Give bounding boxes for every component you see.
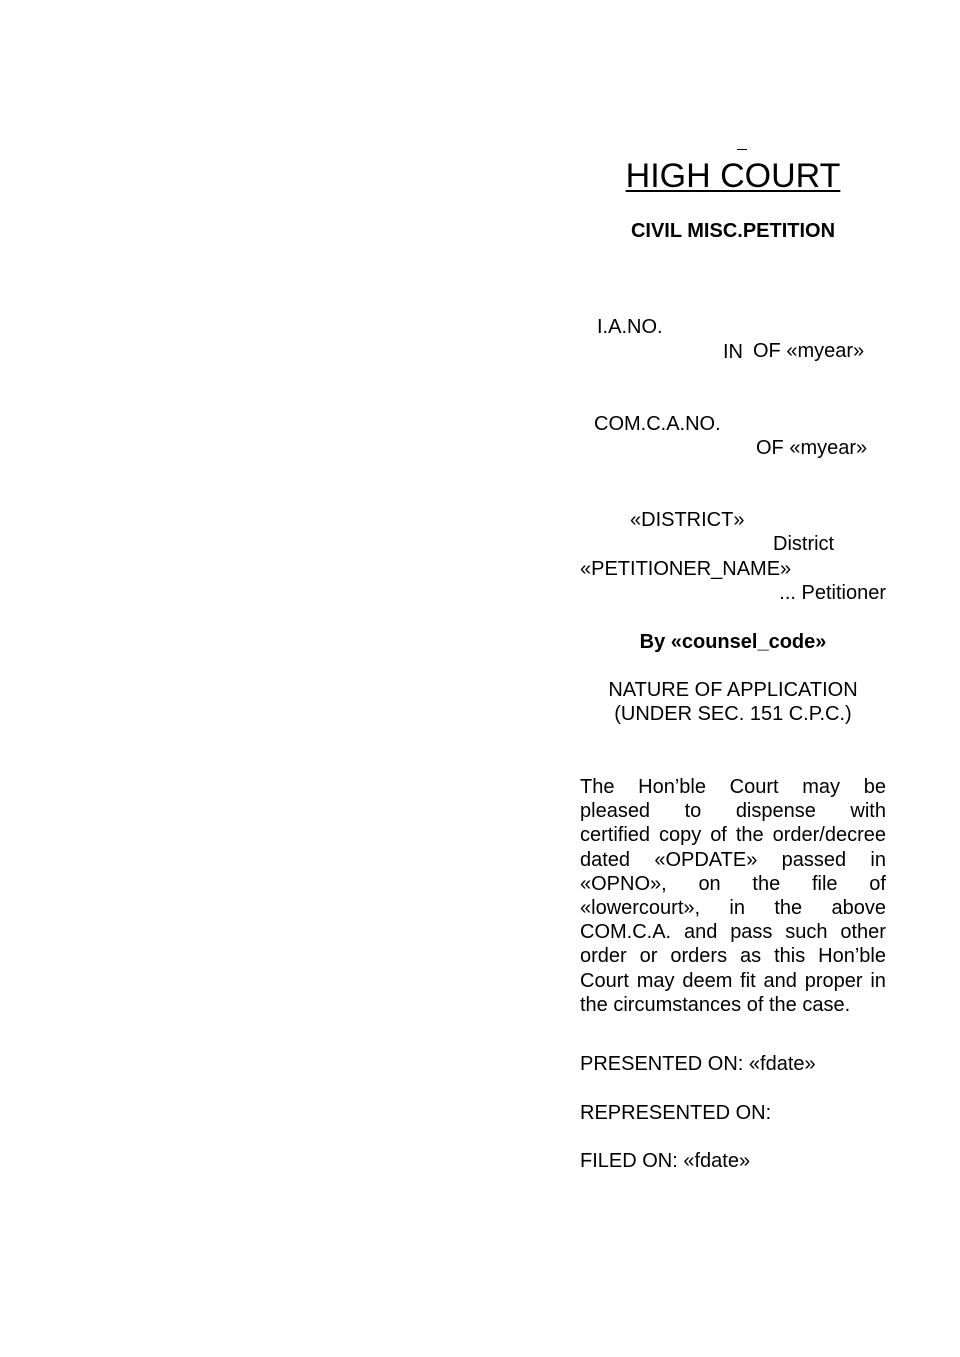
prayer-word: orders	[670, 945, 728, 968]
filed-on: FILED ON: «fdate»	[580, 1150, 751, 1172]
prayer-line	[580, 872, 886, 896]
prayer-word: order/decree	[772, 824, 886, 847]
prayer-word: Court	[729, 776, 779, 798]
prayer-line	[580, 799, 886, 823]
prayer-word: Court	[580, 969, 629, 992]
prayer-word: pass	[730, 921, 773, 944]
prayer-word: «OPDATE»	[654, 848, 758, 871]
prayer-word: passed	[781, 848, 847, 871]
prayer-word: file	[811, 872, 838, 895]
prayer-word: such	[785, 921, 828, 944]
document-column	[580, 0, 886, 1357]
prayer-line	[580, 944, 886, 968]
ia-year-field: OF «myear»	[753, 340, 865, 362]
prayer-word: and	[683, 921, 718, 944]
prayer-word: copy	[658, 824, 702, 847]
prayer-line	[580, 969, 886, 993]
prayer-line	[580, 993, 886, 1017]
petitioner-role: ... Petitioner	[779, 582, 886, 604]
prayer-line	[580, 848, 886, 872]
nature-heading: NATURE OF APPLICATION	[608, 679, 858, 701]
prayer-word: or	[639, 945, 658, 968]
district-field: «DISTRICT»	[630, 509, 745, 531]
presented-on: PRESENTED ON: «fdate»	[580, 1053, 816, 1075]
com-ca-number-label: COM.C.A.NO.	[594, 413, 721, 435]
decorative-tick-mark	[737, 149, 747, 150]
prayer-word: the	[752, 872, 781, 895]
prayer-word: above	[831, 897, 886, 920]
prayer-word: with	[850, 800, 886, 823]
prayer-word: certified	[580, 824, 651, 847]
prayer-line	[580, 823, 886, 847]
represented-on: REPRESENTED ON:	[580, 1102, 772, 1124]
prayer-word: in	[870, 969, 886, 992]
petitioner-name: «PETITIONER_NAME»	[580, 558, 792, 580]
prayer-word: of	[869, 872, 886, 895]
prayer-word: «OPNO»,	[580, 872, 667, 895]
prayer-word: the	[735, 824, 764, 847]
prayer-word: Hon’ble	[638, 776, 706, 798]
prayer-word: deem	[682, 969, 733, 992]
prayer-word: other	[840, 921, 886, 944]
prayer-word: may	[636, 969, 675, 992]
prayer-word: The	[580, 776, 615, 798]
prayer-line	[580, 920, 886, 944]
prayer-word: as	[740, 945, 762, 968]
prayer-word: and	[763, 969, 797, 992]
ia-number-row	[580, 291, 886, 387]
prayer-word: dated	[580, 848, 631, 871]
com-ca-number-row	[580, 388, 886, 484]
prayer-word: of	[710, 824, 727, 847]
prayer-line	[580, 896, 886, 920]
prayer-word: on	[698, 872, 721, 895]
prayer-word: this	[774, 945, 806, 968]
prayer-word: in	[729, 897, 745, 920]
counsel-line: By «counsel_code»	[639, 631, 827, 653]
prayer-word: fit	[740, 969, 756, 992]
prayer-word: pleased	[580, 800, 651, 823]
prayer-word: «lowercourt»,	[580, 897, 701, 920]
section-reference: (UNDER SEC. 151 C.P.C.)	[614, 703, 852, 725]
prayer-word: the circumstances of the case.	[580, 993, 851, 1016]
prayer-word: may	[802, 776, 841, 798]
prayer-word: in	[870, 848, 886, 871]
prayer-word: proper	[804, 969, 863, 992]
district-label: District	[773, 533, 835, 555]
prayer-word: COM.C.A.	[580, 921, 672, 944]
prayer-word: Hon’ble	[818, 945, 886, 968]
prayer-word: be	[863, 776, 886, 798]
petition-type: CIVIL MISC.PETITION	[630, 220, 836, 242]
prayer-paragraph	[580, 775, 886, 1017]
prayer-word: to	[684, 800, 702, 823]
com-ca-year-field: OF «myear»	[756, 437, 868, 459]
ia-number-label: I.A.NO.	[597, 316, 663, 338]
prayer-line	[580, 775, 886, 799]
prayer-word: the	[774, 897, 803, 920]
in-connector: IN	[723, 341, 743, 363]
court-title: HIGH COURT	[625, 157, 841, 195]
prayer-word: order	[580, 945, 627, 968]
prayer-word: dispense	[735, 800, 816, 823]
